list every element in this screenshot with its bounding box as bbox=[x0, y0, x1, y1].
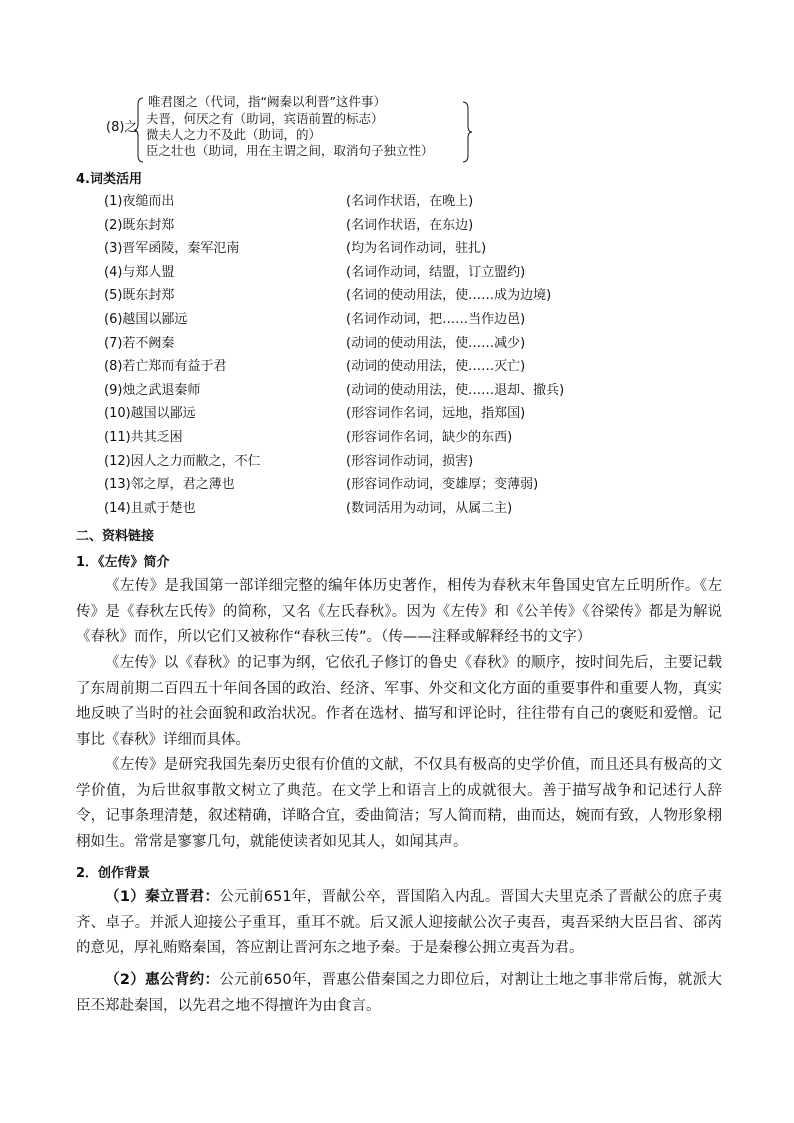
cilei-note: (动词的使动用法，使……退却、撤兵) bbox=[346, 382, 565, 398]
zhi-usage-block bbox=[98, 93, 478, 163]
cilei-phrase: (1)夜缒而出 bbox=[104, 194, 175, 209]
cilei-phrase: (14)且贰于楚也 bbox=[104, 500, 196, 516]
cilei-note: (均为名词作动词，驻扎) bbox=[346, 241, 487, 257]
cilei-note: (动词的使动用法，使……减少) bbox=[346, 335, 526, 351]
cilei-phrase: (10)越国以鄙远 bbox=[104, 406, 196, 422]
cilei-heading: 4.词类活用 bbox=[76, 172, 142, 187]
background-heading: 2．创作背景 bbox=[76, 866, 151, 881]
background-paragraph-1 bbox=[76, 885, 722, 962]
cilei-phrase: (12)因人之力而敝之，不仁 bbox=[104, 453, 261, 469]
background-text-1: 公元前651年，晋献公卒，晋国陷入内乱。晋国大夫里克杀了晋献公的庶子夷齐、卓子。并派人迎接公子重耳，重耳不就。后又派人迎接献公次子夷吾，夷吾采纳大臣吕省、郤芮的意见，厚礼贿赂秦国，答应割让晋河东之地予秦。于是秦穆公拥立夷吾为君。 bbox=[76, 889, 722, 956]
background-paragraph-2 bbox=[76, 968, 722, 1019]
zhi-item-4: 臣之壮也（助词，用在主谓之间，取消句子独立性） bbox=[146, 143, 434, 158]
cilei-note: (名词作动词，把……当作边邑) bbox=[346, 312, 526, 327]
cilei-phrase: (7)若不阙秦 bbox=[104, 335, 175, 351]
cilei-phrase: (5)既东封郑 bbox=[104, 288, 175, 304]
zhi-item-3: 微夫人之力不及此（助词，的） bbox=[146, 127, 322, 142]
zuozhuan-paragraph-3: 《左传》是研究我国先秦历史很有价值的文献，不仅具有极高的史学价值，而且还具有极高的文学价值，为后世叙事散文树立了典范。在文学上和语言上的成就很大。善于描写战争和记述行人辞令，记事条理清楚，叙述精确，详略合宜，委曲简洁；写人简而精，曲而达，婉而有致，人物形象栩栩如生。常常是寥寥几句，就能使读者如见其人，如闻其声。 bbox=[76, 757, 722, 850]
cilei-phrase: (9)烛之武退秦师 bbox=[104, 382, 201, 398]
zhi-label: (8)之 bbox=[106, 120, 138, 135]
background-text-2: 公元前650年，晋惠公借秦国之力即位后，对割让土地之事非常后悔，就派大臣丕郑赴秦国，以先君之地不得擅许为由食言。 bbox=[76, 972, 722, 1014]
cilei-phrase: (2)既东封郑 bbox=[104, 217, 175, 233]
cilei-note: (形容词作动词，损害) bbox=[346, 453, 474, 469]
cilei-note: (动词的使动用法，使……灭亡) bbox=[346, 359, 526, 375]
cilei-note: (数词活用为动词，从属二主) bbox=[346, 500, 513, 516]
zuozhuan-paragraph-1: 《左传》是我国第一部详细完整的编年体历史著作，相传为春秋末年鲁国史官左丘明所作。《左传》是《春秋左氏传》的简称，又名《左氏春秋》。因为《左传》和《公羊传》《谷梁传》都是为解说《春秋》而作，所以它们又被称作“春秋三传”。（传——注释或解释经书的文字） bbox=[76, 578, 722, 645]
cilei-phrase: (8)若亡郑而有益于君 bbox=[104, 359, 227, 375]
right-brace-icon bbox=[462, 101, 472, 163]
zuozhuan-heading: 1．《左传》简介 bbox=[76, 555, 170, 570]
cilei-note: (名词作动词，结盟，订立盟约) bbox=[346, 264, 526, 280]
background-label-2: （2）惠公背约： bbox=[105, 972, 220, 988]
cilei-phrase: (4)与郑人盟 bbox=[104, 264, 175, 280]
cilei-note: (形容词作名词，远地，指郑国) bbox=[346, 406, 526, 422]
zhi-item-2: 夫晋，何厌之有（助词，宾语前置的标志） bbox=[146, 111, 384, 126]
cilei-phrase: (3)晋军函陵，秦军氾南 bbox=[104, 241, 240, 257]
cilei-note: (名词作状语，在东边) bbox=[346, 217, 474, 233]
section-heading: 二、资料链接 bbox=[76, 529, 155, 544]
zuozhuan-paragraph-2: 《左传》以《春秋》的记事为纲，它依孔子修订的鲁史《春秋》的顺序，按时间先后，主要记载了东周前期二百四五十年间各国的政治、经济、军事、外交和文化方面的重要事件和重要人物，真实地反映了当时的社会面貌和政治状况。作者在选材、描写和评论时，往往带有自己的褒贬和爱憎。记事比《春秋》详细而具体。 bbox=[76, 655, 722, 748]
cilei-note: (名词作状语，在晚上) bbox=[346, 194, 474, 209]
cilei-phrase: (13)邻之厚，君之薄也 bbox=[104, 477, 235, 493]
cilei-note: (形容词作名词，缺少的东西) bbox=[346, 430, 513, 445]
cilei-phrase: (11)共其乏困 bbox=[104, 430, 183, 445]
cilei-note: (形容词作动词，变雄厚；变薄弱) bbox=[346, 477, 539, 493]
left-brace-icon bbox=[134, 97, 144, 163]
cilei-note: (名词的使动用法，使……成为边境) bbox=[346, 288, 552, 304]
cilei-phrase: (6)越国以鄙远 bbox=[104, 312, 188, 327]
background-label-1: （1）秦立晋君： bbox=[105, 889, 220, 905]
zhi-item-1: 唯君图之（代词，指“阙秦以利晋”这件事） bbox=[148, 94, 386, 109]
